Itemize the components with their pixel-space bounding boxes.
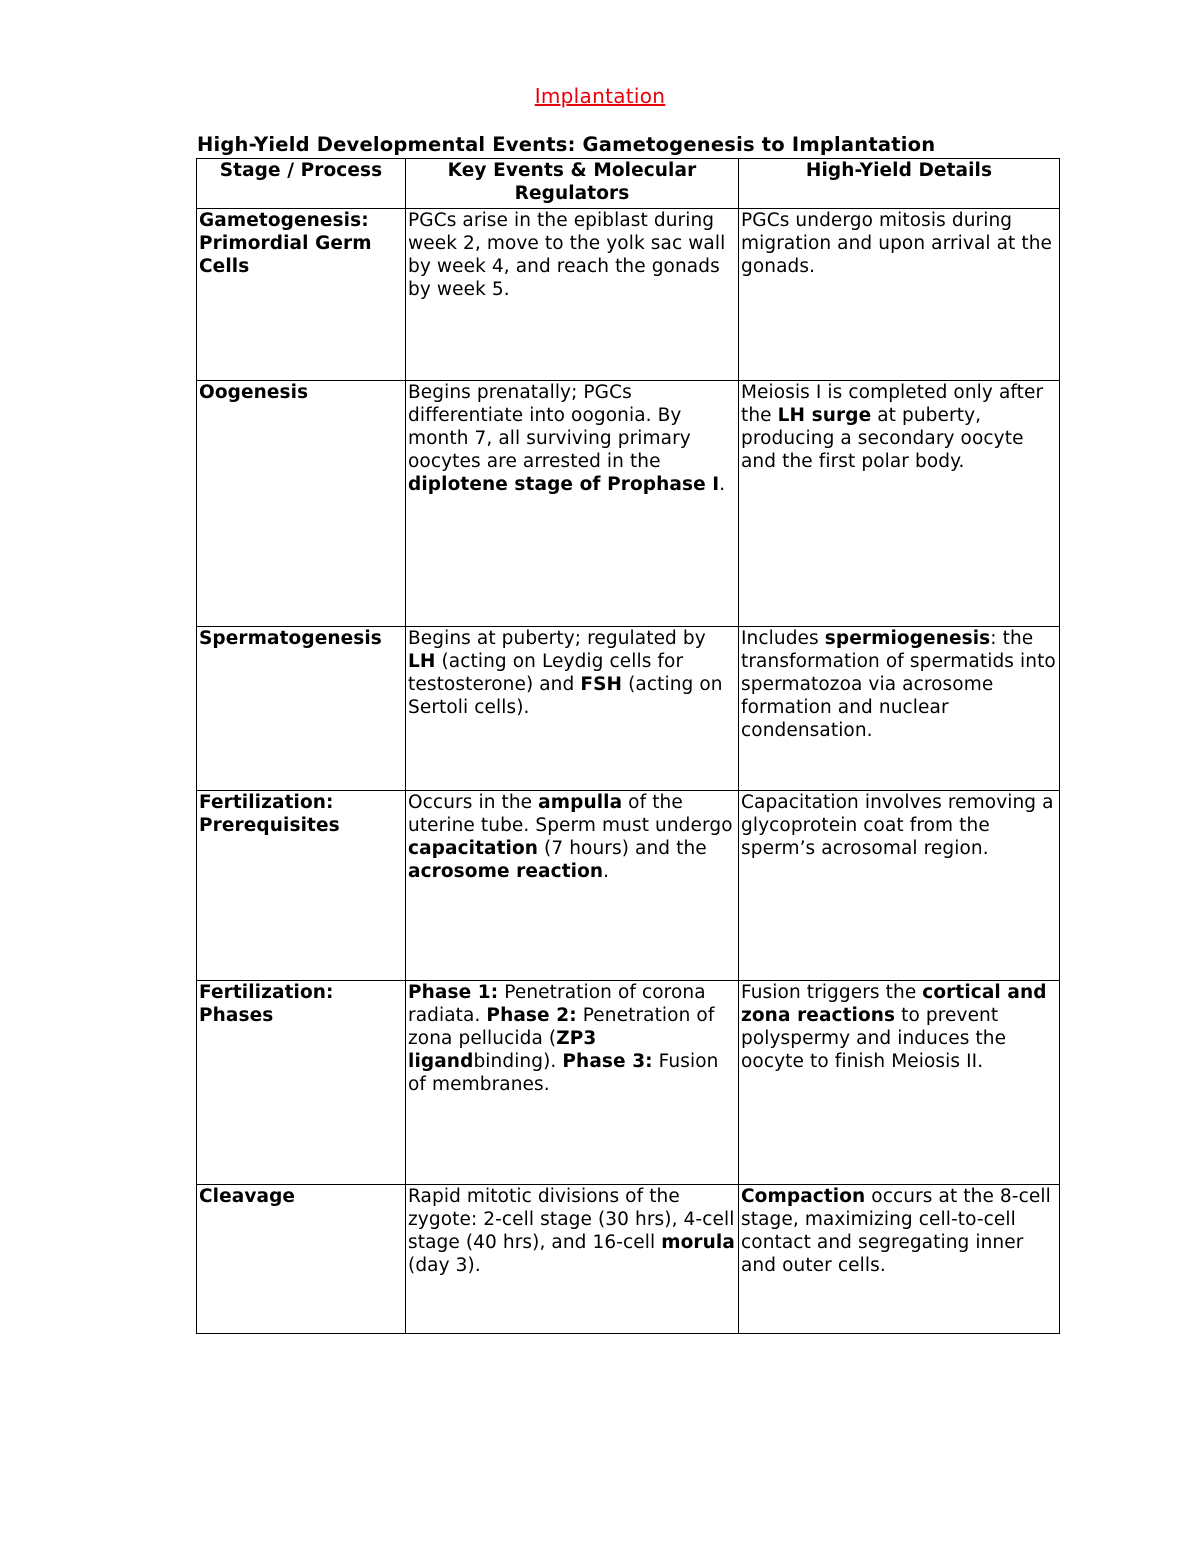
details-cell bbox=[739, 981, 1060, 1185]
bold-term: diplotene stage of Prophase I bbox=[408, 474, 720, 495]
bold-term: acrosome reaction bbox=[408, 861, 604, 882]
text-segment: . bbox=[719, 474, 726, 495]
key-events-cell bbox=[406, 381, 739, 627]
bold-term: morula bbox=[661, 1232, 735, 1253]
text-segment: (day 3). bbox=[408, 1255, 481, 1276]
table-row bbox=[197, 627, 1060, 791]
table-row bbox=[197, 791, 1060, 981]
bold-term: Phase 1: bbox=[408, 982, 499, 1003]
text-segment: to prevent polyspermy and induces the oocyte to finish Meiosis II. bbox=[741, 1005, 1007, 1072]
details-cell bbox=[739, 381, 1060, 627]
bold-term: ampulla bbox=[538, 792, 623, 813]
key-events-cell bbox=[406, 981, 739, 1185]
text-segment: occurs at the 8-cell stage, maximizing cell-to-cell contact and segregating inner and outer cells. bbox=[741, 1186, 1051, 1276]
table-header-row bbox=[197, 159, 1060, 209]
key-events-cell bbox=[406, 1185, 739, 1334]
text-segment: (acting on Sertoli cells). bbox=[408, 674, 723, 718]
key-events-cell bbox=[406, 627, 739, 791]
text-segment: Penetration of zona pellucida ( bbox=[408, 1005, 715, 1049]
text-segment: . bbox=[603, 861, 610, 882]
table-row bbox=[197, 1185, 1060, 1334]
header-stage: Stage / Process bbox=[197, 159, 406, 209]
text-segment: Meiosis I is completed only after the bbox=[741, 382, 1044, 426]
text-segment: (acting on Leydig cells for testosterone) and bbox=[408, 651, 684, 695]
details-cell bbox=[739, 627, 1060, 791]
text-segment: at puberty, producing a secondary oocyte and the first polar body. bbox=[741, 405, 1024, 472]
text-segment: (7 hours) and the bbox=[538, 838, 707, 859]
stage-cell: Spermatogenesis bbox=[197, 627, 406, 791]
text-segment: Fusion of membranes. bbox=[408, 1051, 719, 1095]
details-cell bbox=[739, 791, 1060, 981]
stage-cell: Cleavage bbox=[197, 1185, 406, 1334]
document-title: Implantation bbox=[534, 84, 666, 108]
stage-cell: Fertilization: Prerequisites bbox=[197, 791, 406, 981]
bold-term: spermiogenesis bbox=[824, 628, 991, 649]
developmental-events-table bbox=[196, 158, 1060, 1334]
table-caption: High-Yield Developmental Events: Gametogenesis to Implantation bbox=[197, 133, 936, 156]
text-segment: Capacitation involves removing a glycoprotein coat from the sperm’s acrosomal region. bbox=[741, 792, 1054, 859]
bold-term: Phase 3: bbox=[562, 1051, 653, 1072]
bold-term: LH surge bbox=[777, 405, 872, 426]
text-segment: Begins prenatally; PGCs differentiate into oogonia. By month 7, all surviving primary oocytes are arrested in the bbox=[408, 382, 691, 472]
bold-term: Phase 2: bbox=[486, 1005, 577, 1026]
header-key-events: Key Events & Molecular Regulators bbox=[406, 159, 739, 209]
key-events-cell bbox=[406, 209, 739, 381]
bold-term: capacitation bbox=[408, 838, 539, 859]
details-cell bbox=[739, 209, 1060, 381]
stage-cell: Fertilization: Phases bbox=[197, 981, 406, 1185]
text-segment: Includes bbox=[741, 628, 825, 649]
text-segment: Rapid mitotic divisions of the zygote: 2-cell stage (30 hrs), 4-cell stage (40 hrs), and 16-cell bbox=[408, 1186, 735, 1253]
text-segment: PGCs arise in the epiblast during week 2, move to the yolk sac wall by week 4, and reach the gonads by week 5. bbox=[408, 210, 726, 300]
text-segment: Begins at puberty; regulated by bbox=[408, 628, 706, 649]
text-segment: binding). bbox=[473, 1051, 563, 1072]
stage-cell: Gametogenesis: Primordial Germ Cells bbox=[197, 209, 406, 381]
table-row bbox=[197, 981, 1060, 1185]
bold-term: cortical and zona reactions bbox=[741, 982, 1047, 1026]
key-events-cell bbox=[406, 791, 739, 981]
bold-term: LH bbox=[408, 651, 436, 672]
text-segment: Fusion triggers the bbox=[741, 982, 923, 1003]
bold-term: Compaction bbox=[741, 1186, 866, 1207]
bold-term: FSH bbox=[580, 674, 623, 695]
table-row bbox=[197, 209, 1060, 381]
details-cell bbox=[739, 1185, 1060, 1334]
text-segment: : the transformation of spermatids into spermatozoa via acrosome formation and nuclear condensation. bbox=[741, 628, 1056, 741]
text-segment: Penetration of corona radiata. bbox=[408, 982, 706, 1026]
text-segment: Occurs in the bbox=[408, 792, 539, 813]
text-segment: PGCs undergo mitosis during migration and upon arrival at the gonads. bbox=[741, 210, 1053, 277]
text-segment: of the uterine tube. Sperm must undergo bbox=[408, 792, 733, 836]
header-details: High-Yield Details bbox=[739, 159, 1060, 209]
stage-cell: Oogenesis bbox=[197, 381, 406, 627]
table-row bbox=[197, 381, 1060, 627]
bold-term: ZP3 ligand bbox=[408, 1028, 597, 1072]
